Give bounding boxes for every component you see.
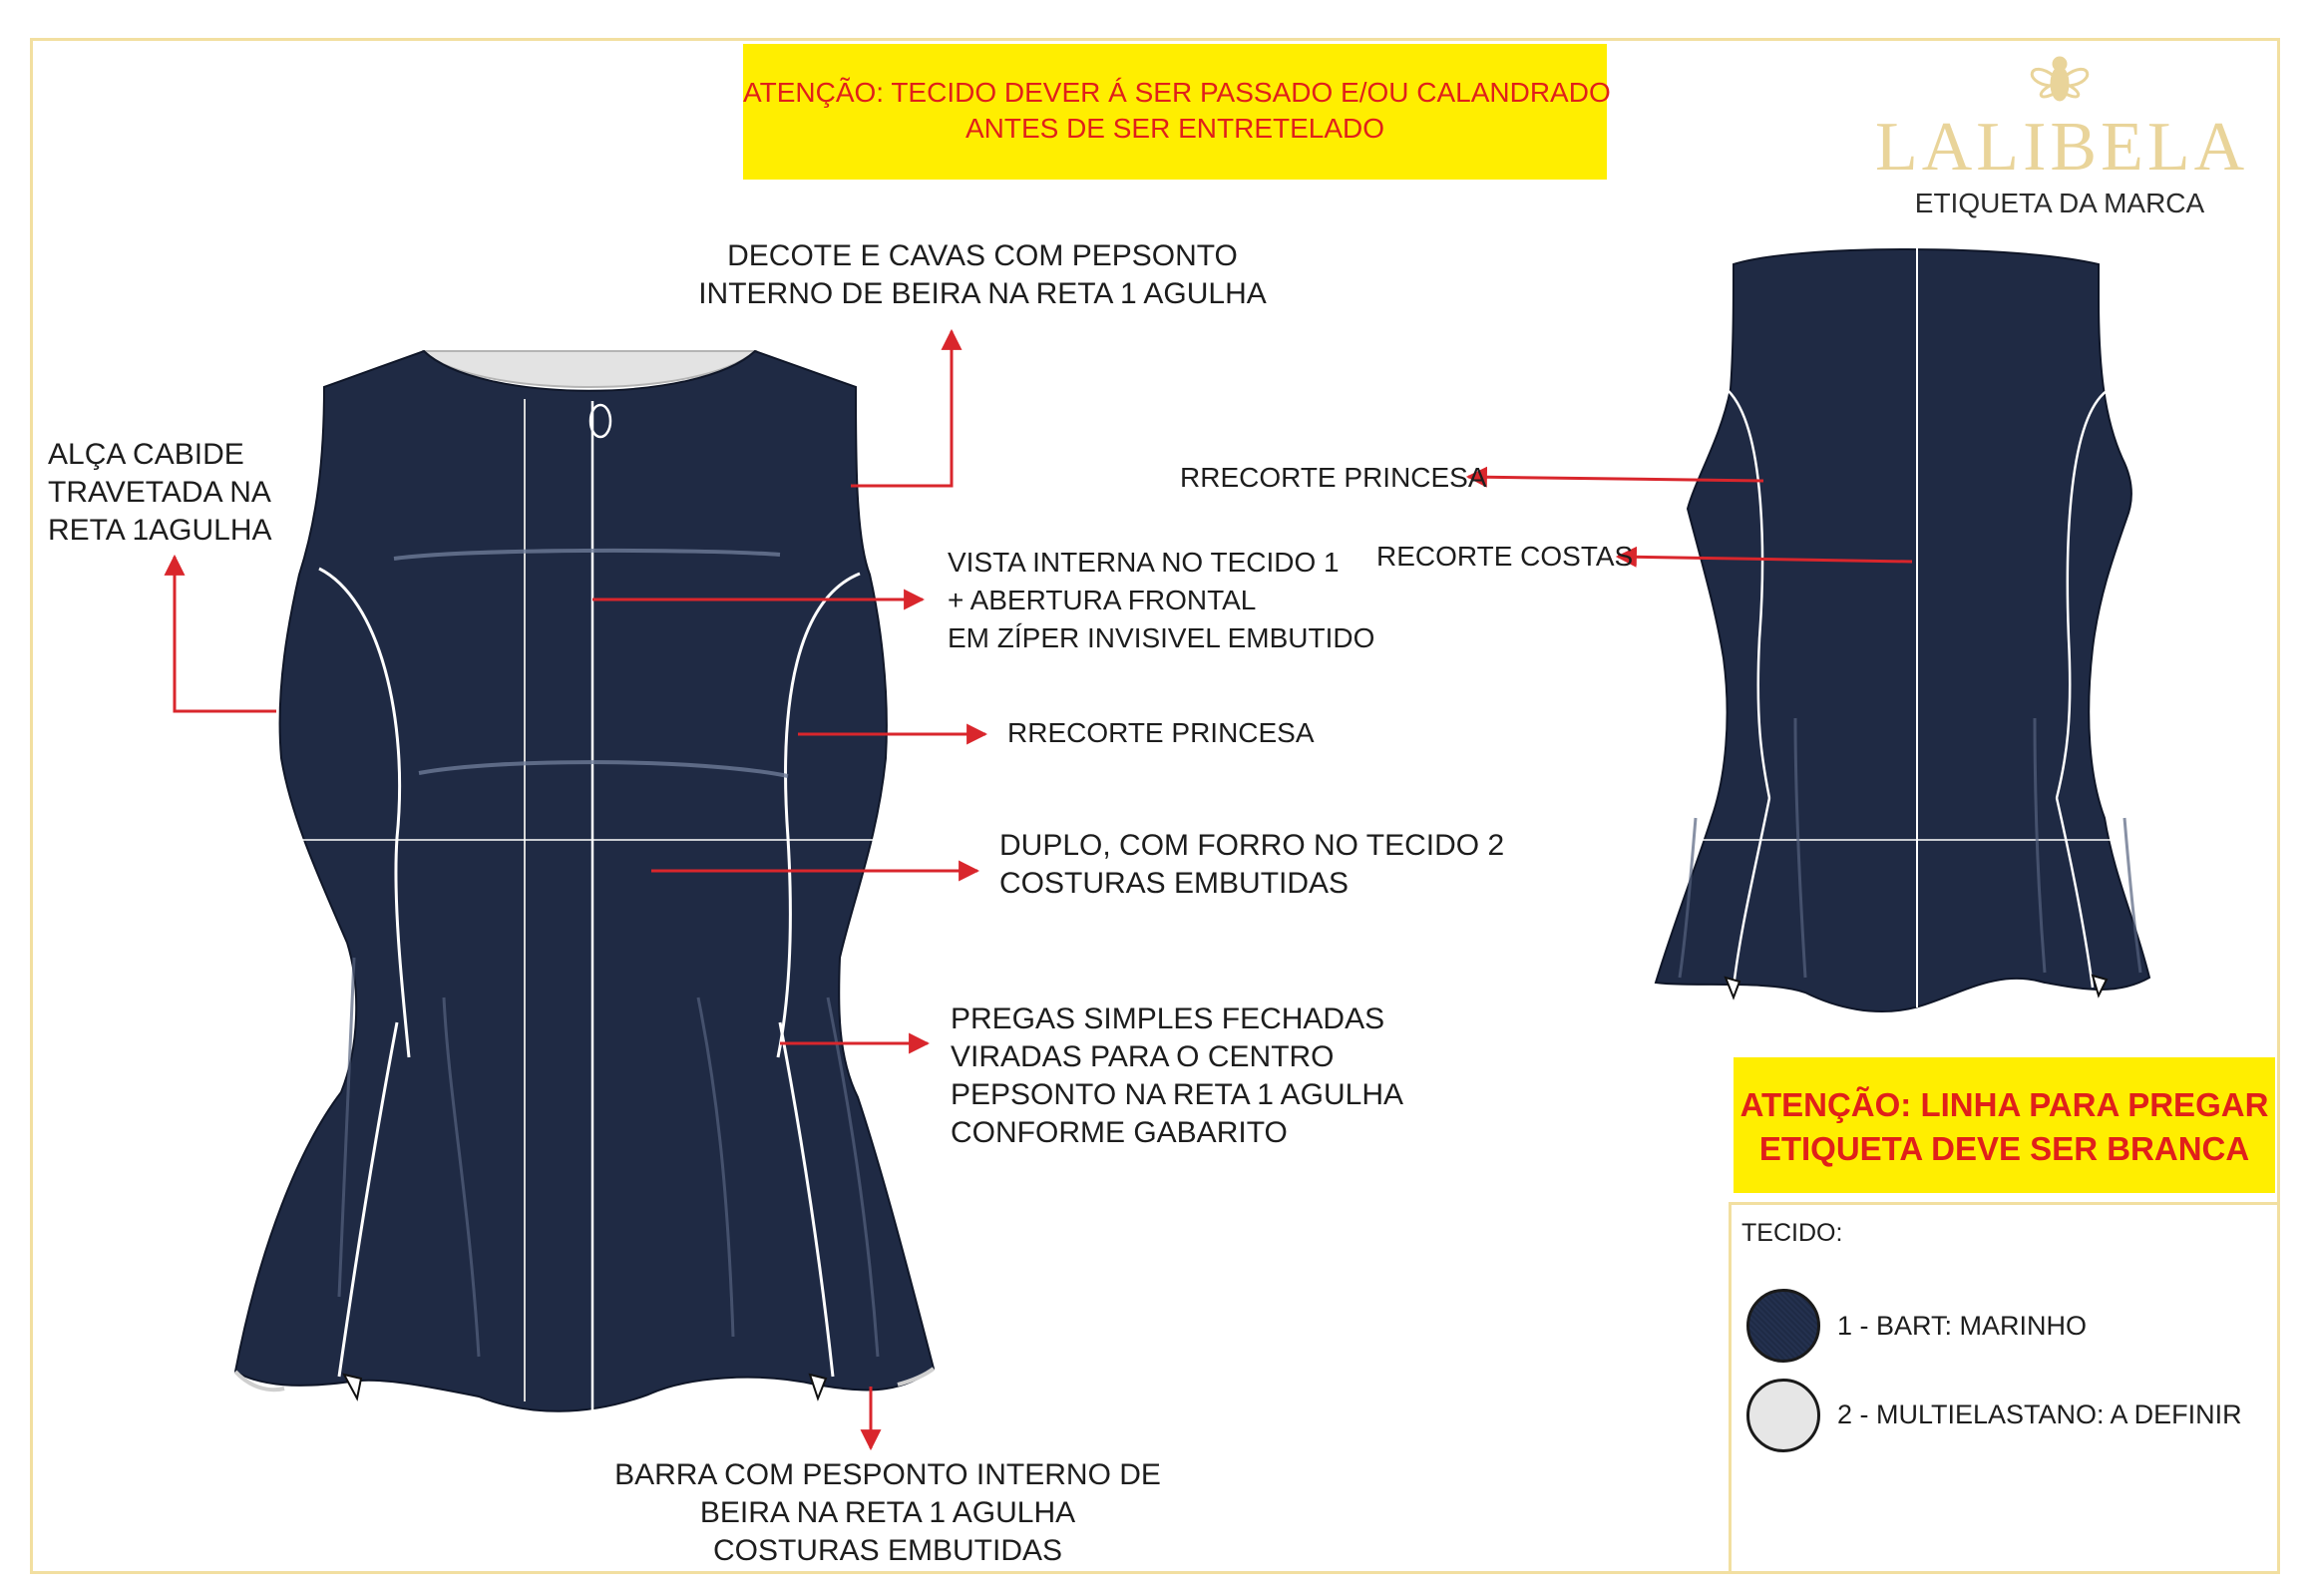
back-hem-notch-right [2093, 976, 2107, 996]
label-alca-line-3: RETA 1AGULHA [48, 514, 272, 547]
label-pregas [951, 1000, 1403, 1152]
label-vista [948, 544, 1374, 657]
thread-warning-line-1: ATENÇÃO: LINHA PARA PREGAR [1739, 1086, 2269, 1123]
label-princesa-back: RRECORTE PRINCESA [1180, 462, 1487, 493]
arrow-alca [175, 557, 276, 711]
label-pregas-line-4: CONFORME GABARITO [951, 1116, 1288, 1149]
label-vista-line-1: VISTA INTERNA NO TECIDO 1 [948, 547, 1340, 578]
label-duplo-line-2: COSTURAS EMBUTIDAS [999, 867, 1350, 900]
front-garment [235, 351, 934, 1411]
label-duplo-line-1: DUPLO, COM FORRO NO TECIDO 2 [999, 829, 1505, 862]
label-duplo [999, 827, 1504, 903]
fabric-swatch-multielastano [1746, 1379, 1820, 1452]
fabric-label-2: 2 - MULTIELASTANO: A DEFINIR [1837, 1399, 2242, 1429]
top-warning-line-2: ANTES DE SER ENTRETELADO [965, 113, 1385, 144]
thread-warning-line-2: ETIQUETA DEVE SER BRANCA [1758, 1130, 2250, 1167]
label-alca-line-1: ALÇA CABIDE [48, 438, 244, 471]
label-decote [658, 237, 1307, 313]
label-barra-line-2: BEIRA NA RETA 1 AGULHA [699, 1496, 1076, 1529]
back-body [1656, 249, 2149, 1011]
top-warning-line-1: ATENÇÃO: TECIDO DEVER Á SER PASSADO E/OU CALANDRADO [743, 77, 1611, 108]
label-decote-line-2: INTERNO DE BEIRA NA RETA 1 AGULHA [698, 277, 1267, 310]
fabric-label-1: 1 - BART: MARINHO [1837, 1311, 2088, 1341]
brand-name: LALIBELA [1875, 109, 2249, 186]
brand-label: ETIQUETA DA MARCA [1914, 188, 2205, 218]
label-costas: RECORTE COSTAS [1376, 541, 1634, 572]
fabric-legend-title: TECIDO: [1741, 1219, 1843, 1247]
label-alca [48, 436, 272, 550]
label-decote-line-1: DECOTE E CAVAS COM PEPSONTO [727, 239, 1238, 272]
back-hem-notch-left [1726, 978, 1739, 998]
label-vista-line-2: + ABERTURA FRONTAL [948, 585, 1257, 615]
fabric-legend [1729, 1202, 2280, 1574]
label-alca-line-2: TRAVETADA NA [48, 476, 271, 509]
label-barra-line-3: COSTURAS EMBUTIDAS [712, 1534, 1063, 1567]
hem-notch-right [810, 1375, 826, 1398]
label-pregas-line-2: VIRADAS PARA O CENTRO [951, 1040, 1335, 1073]
arrow-decote [851, 331, 952, 486]
back-garment [1656, 244, 2149, 1011]
label-vista-line-3: EM ZÍPER INVISIVEL EMBUTIDO [948, 622, 1375, 653]
label-barra [598, 1456, 1177, 1570]
fabric-swatch-marinho [1746, 1289, 1820, 1363]
label-thread-warning [1734, 1057, 2275, 1193]
label-princesa-front: RRECORTE PRINCESA [1007, 717, 1315, 748]
label-barra-line-1: BARRA COM PESPONTO INTERNO DE [614, 1458, 1161, 1491]
label-pregas-line-1: PREGAS SIMPLES FECHADAS [951, 1002, 1385, 1035]
hem-notch-left [344, 1375, 361, 1398]
label-pregas-line-3: PEPSONTO NA RETA 1 AGULHA [951, 1078, 1404, 1111]
